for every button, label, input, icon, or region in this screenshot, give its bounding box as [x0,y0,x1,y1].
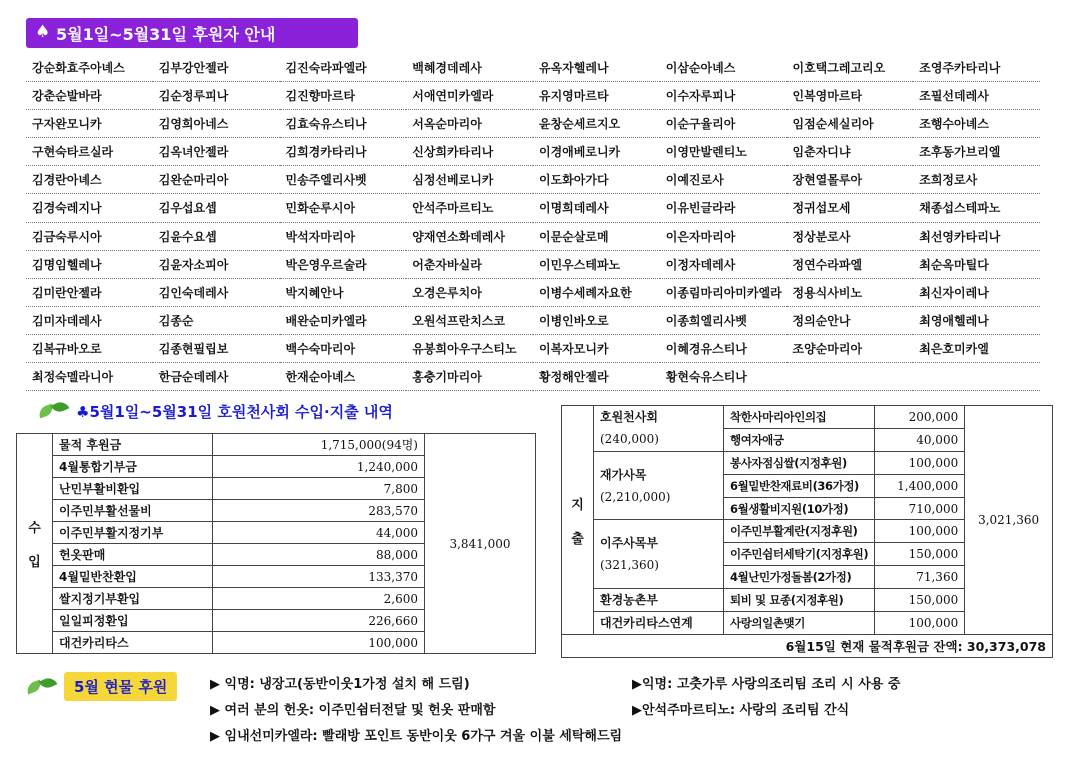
expense-item-amount: 100,000 [875,520,965,543]
donor-name: 이정자데레사 [660,251,787,279]
donor-name: 이수자루피나 [660,82,787,110]
income-item-amount: 1,240,000 [213,456,425,478]
donor-name: 이병수세례자요한 [533,279,660,307]
donor-name: 오원석프란치스코 [406,307,533,335]
expense-item-name: 6월밑반찬재료비(36가정) [724,474,875,497]
income-label [17,434,53,654]
income-item-name: 이주민부활선물비 [53,500,213,522]
income-item-name: 4월통합기부금 [53,456,213,478]
donor-name: 정귀섭모세 [787,194,914,222]
donor-name: 이종희엘리사벳 [660,307,787,335]
donor-name: 조행수아녜스 [913,110,1040,138]
donor-name: 김경숙레지나 [26,194,153,222]
donor-name: 김윤수요셉 [153,223,280,251]
donor-list [26,54,1040,391]
income-item-amount: 2,600 [213,588,425,610]
expense-item-amount: 150,000 [875,543,965,566]
donor-name: 김희경카타리나 [280,138,407,166]
donor-name: 이경애베로니카 [533,138,660,166]
donor-name: 최영애헬레나 [913,307,1040,335]
expense-item-amount: 40,000 [875,428,965,451]
donor-name: 이예진로사 [660,166,787,194]
donor-name [913,363,1040,391]
income-item-amount: 1,715,000(94명) [213,434,425,456]
income-item-amount: 88,000 [213,544,425,566]
income-item-name: 일일피정환입 [53,610,213,632]
spade-icon: ♠ [35,22,51,42]
donor-name: 이종림마리아미카엘라 [660,279,787,307]
donor-name: 윤창순세르지오 [533,110,660,138]
donor-name: 오경은루치아 [406,279,533,307]
expense-category-name: 호원천사회 [600,410,658,425]
expense-item-amount: 71,360 [875,566,965,589]
in-kind-item: ▶ 임내선미카엘라: 빨래방 포인트 동반이웃 6가구 겨울 이불 세탁해드림 [210,729,623,744]
donor-name: 김부강안젤라 [153,54,280,82]
donor-name: 민화순루시아 [280,194,407,222]
donor-name: 백수숙마리아 [280,335,407,363]
donor-name: 황현숙유스티나 [660,363,787,391]
donor-name: 정용식사비노 [787,279,914,307]
expense-item-amount: 100,000 [875,451,965,474]
donor-name: 김옥녀안젤라 [153,138,280,166]
donor-name: 정의순안나 [787,307,914,335]
donor-name: 구자완모니카 [26,110,153,138]
donor-name: 양재연소화데레사 [406,223,533,251]
in-kind-item: ▶안석주마르티노: 사랑의 조리팀 간식 [632,703,850,718]
donor-name: 박은영우르술라 [280,251,407,279]
expense-item-amount: 1,400,000 [875,474,965,497]
finance-title [36,398,393,424]
income-item-name: 대건카리타스 [53,632,213,654]
leaf-icon [24,676,58,698]
donor-name: 심정선베로니카 [406,166,533,194]
donor-name: 박석자마리아 [280,223,407,251]
in-kind-list-left [210,672,622,750]
donor-name: 박지혜안나 [280,279,407,307]
in-kind-item: ▶ 여러 분의 헌옷: 이주민쉼터전달 및 헌옷 판매함 [210,703,496,718]
donor-name: 한금순데레사 [153,363,280,391]
income-item-amount: 283,570 [213,500,425,522]
donor-name: 이삼순아녜스 [660,54,787,82]
expense-label [562,406,594,635]
donor-name: 배완순미카엘라 [280,307,407,335]
donor-name: 한재순아녜스 [280,363,407,391]
leaf-icon [36,400,70,422]
donor-name: 김영희아네스 [153,110,280,138]
income-item-name: 쌀지정기부환입 [53,588,213,610]
donor-name: 구현숙타르실라 [26,138,153,166]
income-total: 3,841,000 [425,434,536,654]
donor-name: 김종순 [153,307,280,335]
donor-name: 유봉희아우구스티노 [406,335,533,363]
donor-name: 임점순세실리아 [787,110,914,138]
donor-name: 김명임헬레나 [26,251,153,279]
donor-name: 조양순마리아 [787,335,914,363]
in-kind-badge: 5월 현물 후원 [64,672,177,701]
expense-item-name: 착한사마리아인의집 [724,406,875,429]
donor-name: 채종섭스테파노 [913,194,1040,222]
expense-category [594,406,724,452]
income-item-name: 헌옷판매 [53,544,213,566]
donor-name: 조희정로사 [913,166,1040,194]
donor-name: 김진숙라파엘라 [280,54,407,82]
donor-name: 정상분로사 [787,223,914,251]
donor-name: 서애연미카엘라 [406,82,533,110]
donor-name: 이영만발렌티노 [660,138,787,166]
donor-name: 김인숙데레사 [153,279,280,307]
banner-title: 5월1일~5월31일 후원자 안내 [56,24,276,44]
income-table [16,433,536,654]
donor-notice-banner [26,18,358,48]
balance-row [562,635,1053,658]
expense-item-name: 퇴비 및 묘종(지정후원) [724,589,875,612]
expense-category [594,451,724,520]
donor-name: 인복영마르타 [787,82,914,110]
donor-name: 최선영카타리나 [913,223,1040,251]
balance-text: 6월15일 현재 물적후원금 잔액: 30,373,078 [562,635,1053,658]
expense-category-name: 대건카리타스연계 [600,616,693,631]
expense-item-amount: 100,000 [875,612,965,635]
donor-name: 이도화아가다 [533,166,660,194]
income-item-amount: 133,370 [213,566,425,588]
donor-name: 어춘자바실라 [406,251,533,279]
in-kind-section [24,672,177,701]
expense-category [594,589,724,612]
expense-item-name: 6월생활비지원(10가정) [724,497,875,520]
expense-label-top: 지 [571,497,584,513]
income-label-bottom: 입 [28,555,41,570]
donor-name: 김경란아녜스 [26,166,153,194]
donor-name: 임춘자디냐 [787,138,914,166]
income-item-name: 물적 후원금 [53,434,213,456]
income-item-amount: 100,000 [213,632,425,654]
expense-item-amount: 200,000 [875,406,965,429]
donor-name: 최신자이레나 [913,279,1040,307]
donor-name: 서옥순마리아 [406,110,533,138]
donor-name: 이호택그레고리오 [787,54,914,82]
donor-name: 김미란안젤라 [26,279,153,307]
expense-category-amount: (321,360) [600,558,659,573]
income-item-name: 4월밑반찬환입 [53,566,213,588]
expense-category-name: 재가사목 [600,467,647,482]
donor-name: 신상희카타리나 [406,138,533,166]
expense-total: 3,021,360 [965,406,1053,635]
donor-name: 김효숙유스티나 [280,110,407,138]
donor-name: 최정숙멜라니아 [26,363,153,391]
donor-name: 조영주카타리나 [913,54,1040,82]
donor-name: 이혜경유스티나 [660,335,787,363]
donor-name: 이병인바오로 [533,307,660,335]
donor-name: 이복자모니카 [533,335,660,363]
finance-title-text: ♣5월1일~5월31일 호원천사회 수입·지출 내역 [76,402,393,421]
donor-name: 최은호미카엘 [913,335,1040,363]
income-item-name: 이주민부활지정기부 [53,522,213,544]
expense-item-name: 행여자애긍 [724,428,875,451]
donor-name: 최순옥마틸다 [913,251,1040,279]
donor-name: 이민우스테파노 [533,251,660,279]
donor-name: 이명희데레사 [533,194,660,222]
expense-row [562,406,1053,429]
expense-item-amount: 710,000 [875,497,965,520]
donor-name: 민송주엘리사벳 [280,166,407,194]
donor-name: 김금숙루시아 [26,223,153,251]
donor-name: 김복규바오로 [26,335,153,363]
income-item-name: 난민부활비환입 [53,478,213,500]
donor-name: 김윤자소피아 [153,251,280,279]
donor-name: 유지영마르타 [533,82,660,110]
donor-name: 유옥자헬레나 [533,54,660,82]
donor-name: 정연수라파엘 [787,251,914,279]
income-row [17,434,536,456]
donor-name: 이유빈글라라 [660,194,787,222]
expense-item-amount: 150,000 [875,589,965,612]
donor-name: 안석주마르티노 [406,194,533,222]
in-kind-item: ▶익명: 고춧가루 사랑의조리팀 조리 시 사용 중 [632,677,901,692]
donor-name: 이순구율리아 [660,110,787,138]
expense-label-bottom: 출 [571,531,584,547]
donor-name: 김종현필립보 [153,335,280,363]
in-kind-item: ▶ 익명: 냉장고(동반이웃1가정 설치 해 드림) [210,677,470,692]
income-item-amount: 44,000 [213,522,425,544]
donor-name: 김우섭요셉 [153,194,280,222]
donor-name: 김미자데레사 [26,307,153,335]
donor-name: 김진향마르타 [280,82,407,110]
expense-item-name: 이주민부활계란(지정후원) [724,520,875,543]
donor-name: 조필선데레사 [913,82,1040,110]
donor-name: 황정해안젤라 [533,363,660,391]
donor-name: 백혜경데레사 [406,54,533,82]
income-item-amount: 226,660 [213,610,425,632]
expense-category-name: 이주사목부 [600,536,658,551]
donor-name: 홍충기마리아 [406,363,533,391]
in-kind-list-right [632,672,900,724]
expense-item-name: 4월난민가정돌봄(2가정) [724,566,875,589]
donor-name: 이문순살로메 [533,223,660,251]
income-label-top: 수 [28,521,41,536]
donor-name: 조후동가브리엘 [913,138,1040,166]
donor-name: 이은자마리아 [660,223,787,251]
expense-category-amount: (240,000) [600,432,659,447]
expense-category-name: 환경농촌부 [600,593,658,608]
donor-name: 장현열몰루아 [787,166,914,194]
income-item-amount: 7,800 [213,478,425,500]
donor-name: 강순화효주아녜스 [26,54,153,82]
donor-name: 김완순마리아 [153,166,280,194]
expense-category [594,612,724,635]
donor-name [787,363,914,391]
donor-name: 강춘순발바라 [26,82,153,110]
donor-name: 김순정루피나 [153,82,280,110]
expense-item-name: 사랑의일촌맺기 [724,612,875,635]
expense-category-amount: (2,210,000) [600,489,671,504]
expense-category [594,520,724,589]
expense-item-name: 봉사자점심쌀(지정후원) [724,451,875,474]
expense-table [561,405,1053,658]
expense-item-name: 이주민쉼터세탁기(지정후원) [724,543,875,566]
